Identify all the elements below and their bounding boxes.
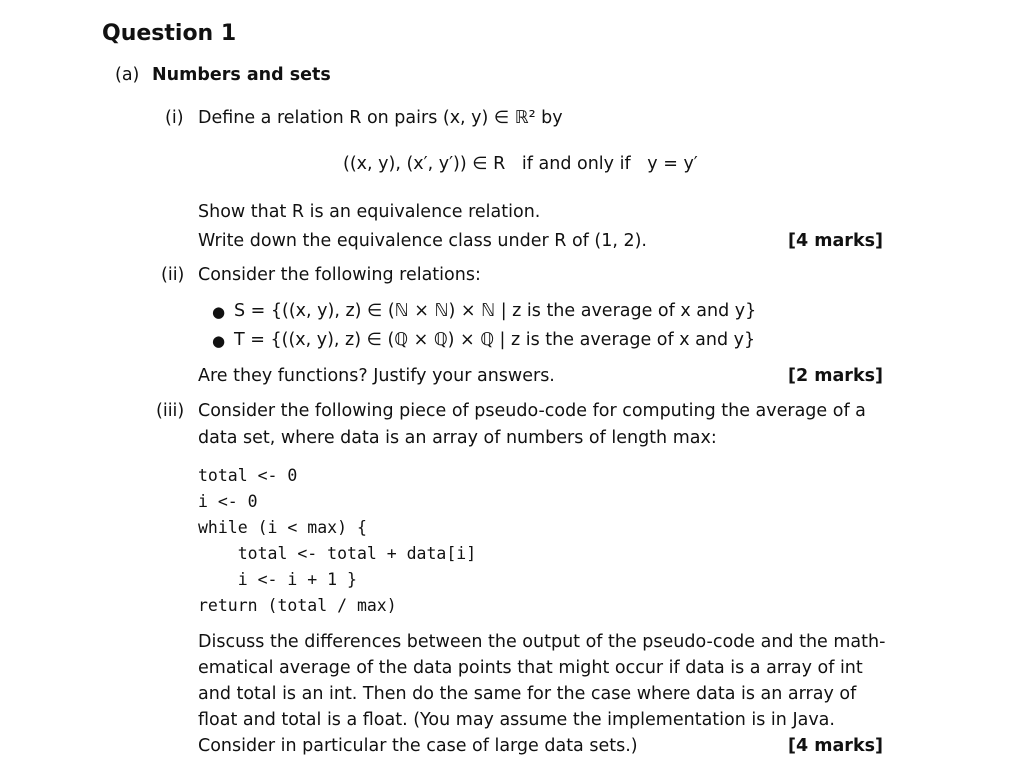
part-ii-marks: [2 marks] <box>788 366 883 386</box>
discussion-line-1: Discuss the differences between the output of the pseudo-code and the math- <box>198 632 886 652</box>
part-iii-intro-line-2: data set, where data is an array of numbers of length max: <box>198 428 717 448</box>
bullet-icon: ● <box>212 332 226 350</box>
bullet-icon: ● <box>212 303 226 321</box>
discussion-line-3: and total is an int. Then do the same for the case where data is an array of <box>198 684 857 704</box>
part-i-marks: [4 marks] <box>788 231 883 251</box>
code-line-1: total <- 0 <box>198 466 298 485</box>
part-iii-label: (iii) <box>156 401 185 421</box>
part-a-heading: Numbers and sets <box>152 65 331 85</box>
part-ii-question: Are they functions? Justify your answers. <box>198 366 555 386</box>
discussion-line-5: Consider in particular the case of large data sets.) <box>198 736 638 756</box>
code-line-4: total <- total + data[i] <box>198 544 477 563</box>
part-a-label: (a) <box>115 65 140 85</box>
part-i-label: (i) <box>165 108 184 128</box>
code-line-5: i <- i + 1 } <box>198 570 357 589</box>
question-title: Question 1 <box>102 21 237 46</box>
part-ii-bullet-t: T = {((x, y), z) ∈ (ℚ × ℚ) × ℚ | z is the average of x and y} <box>234 330 756 350</box>
part-i-task-line-2: Write down the equivalence class under R of (1, 2). <box>198 231 647 251</box>
part-ii-label: (ii) <box>161 265 185 285</box>
part-i-task-line-1: Show that R is an equivalence relation. <box>198 202 541 222</box>
discussion-line-4: float and total is a float. (You may assume the implementation is in Java. <box>198 710 835 730</box>
part-ii-bullet-s: S = {((x, y), z) ∈ (ℕ × ℕ) × ℕ | z is the average of x and y} <box>234 301 757 321</box>
part-iii-intro-line-1: Consider the following piece of pseudo-code for computing the average of a <box>198 401 866 421</box>
code-line-3: while (i < max) { <box>198 518 367 537</box>
code-line-2: i <- 0 <box>198 492 258 511</box>
part-ii-intro: Consider the following relations: <box>198 265 481 285</box>
code-line-6: return (total / max) <box>198 596 397 615</box>
part-i-display-math: ((x, y), (x′, y′)) ∈ R if and only if y = y′ <box>343 154 698 174</box>
part-i-intro: Define a relation R on pairs (x, y) ∈ ℝ² by <box>198 108 563 128</box>
discussion-line-2: ematical average of the data points that might occur if data is a array of int <box>198 658 863 678</box>
part-iii-marks: [4 marks] <box>788 736 883 756</box>
